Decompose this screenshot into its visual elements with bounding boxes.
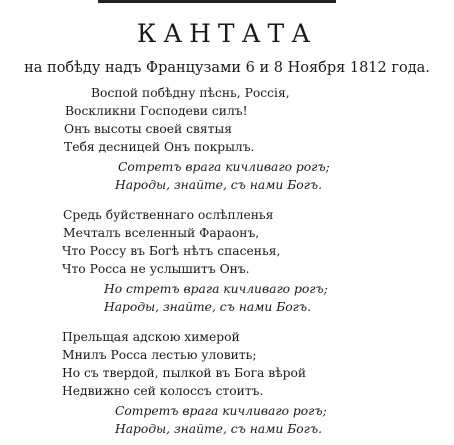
refrain-line: Сотретъ врага кичливаго рогъ; (118, 160, 330, 174)
page-subtitle: на побѣду надъ Французами 6 и 8 Ноября 1812 года. (24, 60, 430, 76)
verse-line: Но съ твердой, пылкой въ Бога вѣрой (62, 366, 307, 380)
verse-line: Прельщая адскою химерой (62, 330, 240, 344)
refrain-line: Сотретъ врага кичливаго рогъ; (115, 404, 327, 418)
verse-line: Что Росса не услышитъ Онъ. (62, 262, 250, 276)
refrain-line: Народы, знайте, съ нами Богъ. (115, 178, 322, 192)
verse-line: Онъ высоты своей святыя (64, 122, 233, 136)
verse-line: Мнилъ Росса лестью уловить; (62, 348, 257, 362)
verse-line: Мечталъ вселенный Фараонъ, (63, 226, 260, 240)
refrain-line: Народы, знайте, съ нами Богъ. (115, 422, 322, 436)
verse-line: Тебя десницей Онъ покрылъ. (64, 140, 255, 154)
top-rule (98, 0, 336, 3)
verse-line: Воскликни Господеви силъ! (65, 104, 248, 118)
verse-line: Средь буйственнаго ослѣпленья (63, 208, 274, 222)
refrain-line: Народы, знайте, съ нами Богъ. (104, 300, 311, 314)
verse-line: Недвижно сей колоссъ стоитъ. (62, 384, 264, 398)
refrain-line: Но стретъ врага кичливаго рогъ; (104, 282, 328, 296)
page-title: КАНТАТА (136, 19, 318, 48)
verse-line: Воспой побѣдну пѣснь, Россія, (91, 86, 290, 100)
verse-line: Что Россу въ Богѣ нѣтъ спасенья, (62, 244, 281, 258)
